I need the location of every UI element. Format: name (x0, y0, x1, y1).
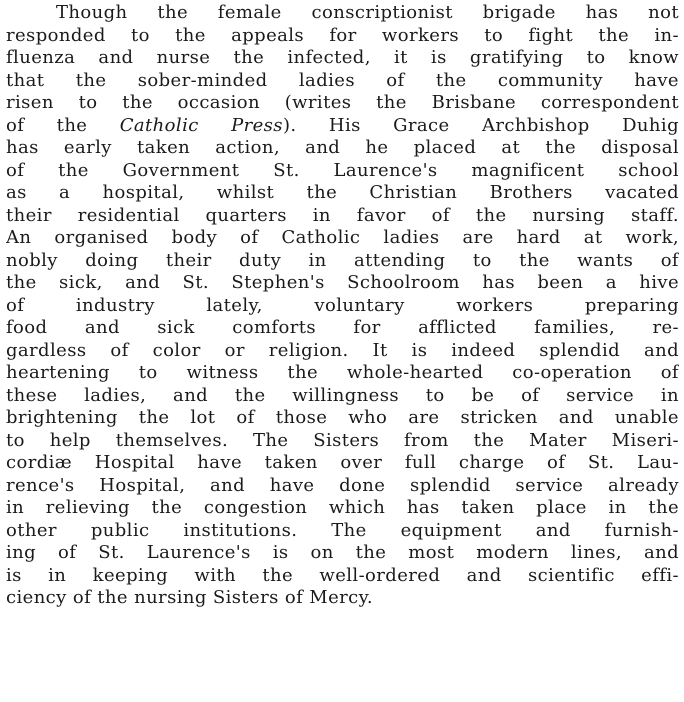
text-line: brightening the lot of those who are stricken and unable (6, 407, 679, 428)
text-line (6, 115, 679, 138)
text-line: has early taken action, and he placed at the disposal (6, 137, 679, 158)
text-line: other public institutions. The equipment and furnish- (6, 519, 679, 541)
text-line: in relieving the congestion which has taken place in the (6, 497, 679, 518)
text-line: as a hospital, whilst the Christian Brothers vacated (6, 182, 679, 203)
article-body (6, 2, 679, 610)
text-line: nobly doing their duty in attending to the wants of (6, 249, 679, 271)
text-line: food and sick comforts for afflicted families, re- (6, 317, 679, 338)
text-line: is in keeping with the well-ordered and scientific effi- (6, 564, 679, 586)
text-line: An organised body of Catholic ladies are hard at work, (6, 227, 679, 248)
text-line: of industry lately, voluntary workers preparing (6, 294, 679, 316)
text-line: these ladies, and the willingness to be of service in (6, 384, 679, 406)
text-line: ciency of the nursing Sisters of Mercy. (6, 587, 373, 608)
text-line: their residential quarters in favor of the nursing staff. (6, 204, 679, 226)
text-line: that the sober-minded ladies of the community have (6, 69, 679, 91)
text-segment: of the (6, 114, 120, 136)
publication-title: Catholic Press (119, 114, 283, 136)
text-line: heartening to witness the whole-hearted co-operation of (6, 362, 679, 383)
text-segment: ). His Grace Archbishop Duhig (282, 114, 679, 136)
text-line: ing of St. Laurence's is on the most modern lines, and (6, 542, 679, 563)
text-line: the sick, and St. Stephen's Schoolroom has been a hive (6, 272, 679, 293)
text-line: responded to the appeals for workers to fight the in- (6, 24, 679, 46)
text-line: gardless of color or religion. It is indeed splendid and (6, 339, 679, 361)
text-line: risen to the occasion (writes the Brisbane correspondent (6, 92, 679, 113)
text-line: Though the female conscriptionist brigade has not (56, 2, 679, 23)
text-line: fluenza and nurse the infected, it is gratifying to know (6, 47, 679, 68)
text-line: rence's Hospital, and have done splendid service already (6, 474, 679, 496)
text-line: to help themselves. The Sisters from the Mater Miseri- (6, 429, 679, 451)
text-line: of the Government St. Laurence's magnificent school (6, 159, 679, 181)
text-line: cordiæ Hospital have taken over full charge of St. Lau- (6, 452, 679, 473)
